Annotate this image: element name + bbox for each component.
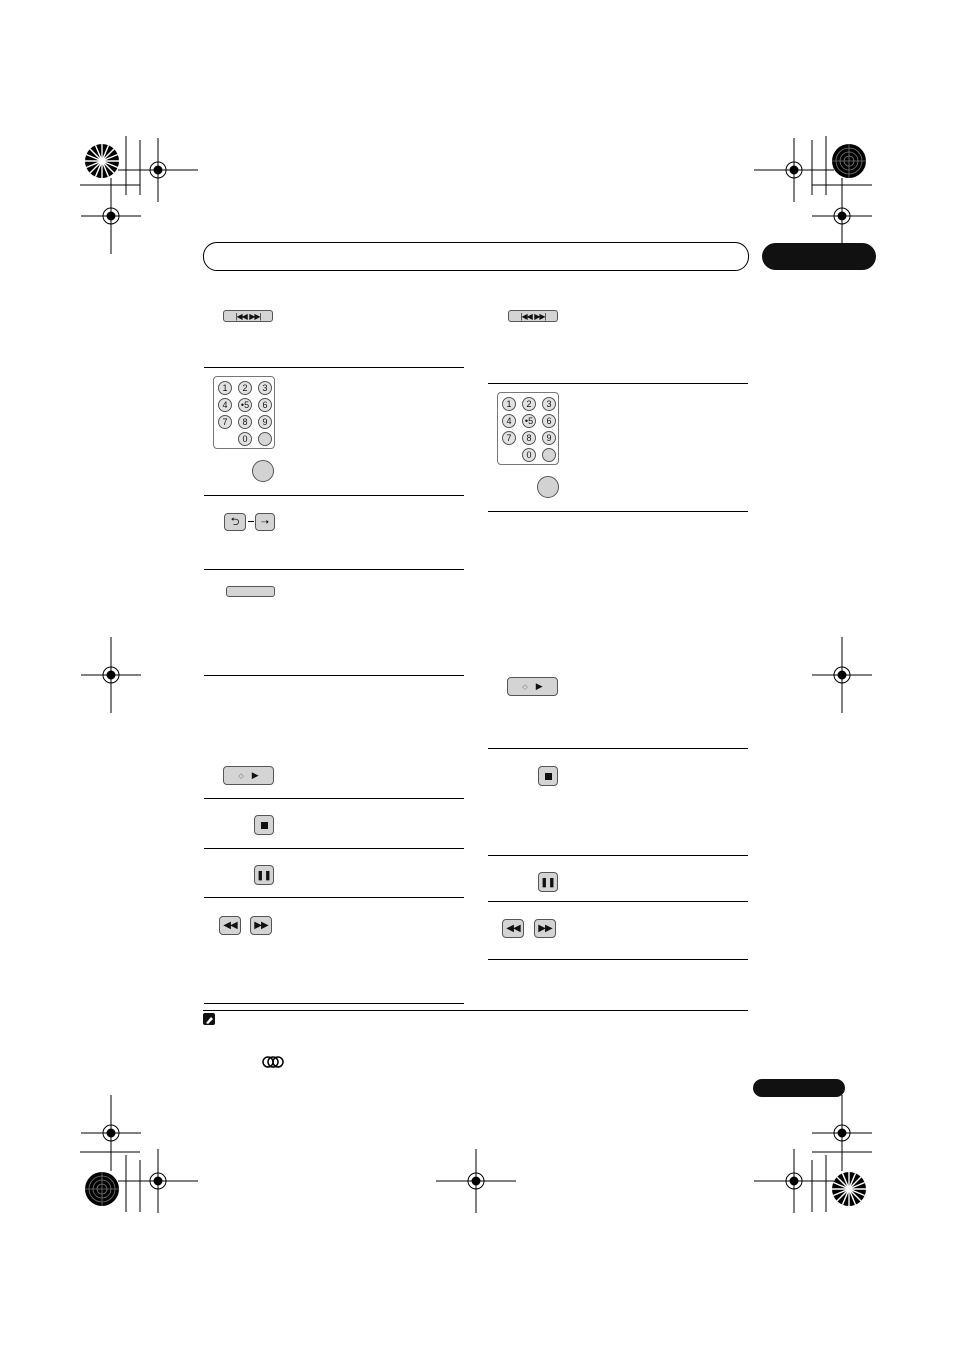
scan-forward-icon: ▶▶	[250, 916, 272, 935]
stop-icon	[538, 766, 558, 786]
chapter-tab	[762, 243, 876, 270]
numpad-key: 4	[218, 398, 232, 412]
pause-icon: ❚❚	[254, 865, 274, 885]
numpad-key: 2	[522, 397, 536, 411]
section-divider	[488, 511, 748, 512]
numpad-key: •5	[522, 414, 536, 428]
numpad-key: 8	[522, 431, 536, 445]
section-divider	[204, 675, 464, 676]
numpad-key: 0	[522, 448, 536, 462]
page-number-tab	[753, 1079, 845, 1097]
skip-prev-next-icon: |◀◀ ▶▶|	[508, 310, 558, 322]
numpad-key: 7	[218, 415, 232, 429]
note-icon	[203, 1013, 215, 1025]
section-divider	[488, 855, 748, 856]
play-icon: ◇ ▶	[223, 766, 274, 785]
section-divider	[488, 748, 748, 749]
scan-forward-icon: ▶▶	[534, 919, 556, 938]
section-divider	[204, 1003, 464, 1004]
function-button-icon	[226, 586, 275, 597]
connector-dash	[248, 521, 254, 522]
numeric-keypad	[213, 376, 275, 449]
numpad-key: 9	[258, 415, 272, 429]
section-divider	[204, 798, 464, 799]
numpad-key: 6	[542, 414, 556, 428]
repeat-mode-icon: ➝	[255, 513, 275, 531]
numpad-key: 3	[258, 381, 272, 395]
numpad-key: 8	[238, 415, 252, 429]
numpad-key-blank	[542, 448, 556, 462]
numpad-key: 7	[502, 431, 516, 445]
section-divider	[204, 848, 464, 849]
numpad-key-blank	[258, 432, 272, 446]
section-divider	[204, 495, 464, 496]
repeat-icon: ⮌	[224, 513, 246, 531]
numpad-key: 4	[502, 414, 516, 428]
scan-rewind-icon: ◀◀	[219, 916, 241, 935]
numpad-key: •5	[238, 398, 252, 412]
section-divider	[488, 901, 748, 902]
scan-rewind-icon: ◀◀	[502, 919, 524, 938]
section-divider	[204, 367, 464, 368]
numpad-key: 0	[238, 432, 252, 446]
numpad-key: 1	[218, 381, 232, 395]
stop-icon	[254, 815, 274, 835]
skip-prev-next-icon: |◀◀ ▶▶|	[223, 310, 273, 322]
section-divider	[488, 383, 748, 384]
chapter-header-bar	[203, 242, 749, 271]
enter-button-icon	[537, 476, 559, 498]
disc-logo-icon	[262, 1055, 284, 1073]
section-divider	[204, 897, 464, 898]
section-divider	[488, 959, 748, 960]
enter-button-icon	[252, 460, 274, 482]
numpad-key: 9	[542, 431, 556, 445]
numpad-key: 1	[502, 397, 516, 411]
pause-icon: ❚❚	[538, 872, 558, 892]
numpad-key: 3	[542, 397, 556, 411]
section-divider	[204, 569, 464, 570]
numeric-keypad	[497, 392, 559, 465]
note-divider	[203, 1010, 748, 1011]
numpad-key: 6	[258, 398, 272, 412]
registration-mark-icon	[81, 138, 872, 1213]
color-wheel-icon	[85, 144, 866, 1206]
play-icon: ◇ ▶	[507, 677, 558, 696]
numpad-key: 2	[238, 381, 252, 395]
